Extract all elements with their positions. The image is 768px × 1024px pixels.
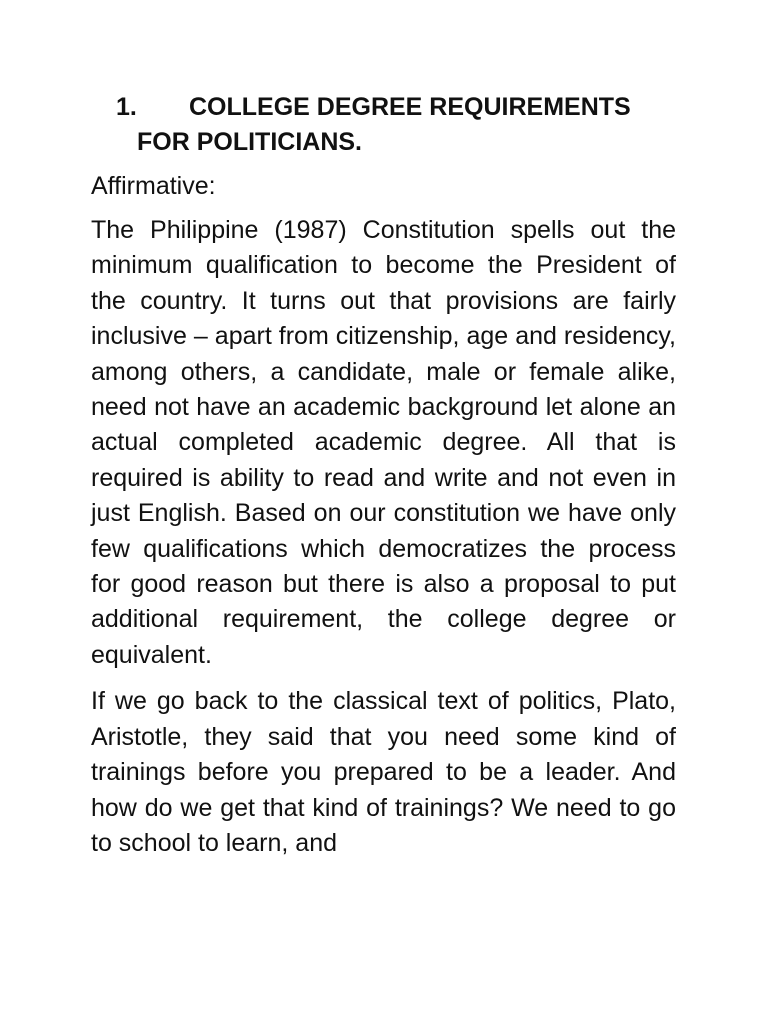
heading-title-line-1: COLLEGE DEGREE REQUIREMENTS [189,93,631,121]
document-page [91,90,676,861]
affirmative-label: Affirmative: [91,172,216,200]
paragraph-constitution: The Philippine (1987) Constitution spells out the minimum qualification to become the President of the country. It turns out that provisions are fairly inclusive – apart from citizenship, age and residency, among others, a candidate, male or female alike, need not have an academic background let alone an actual completed academic degree. All that is required is ability to read and write and not even in just English. Based on our constitution we have only few qualifications which democratizes the process for good reason but there is also a proposal to put additional requirement, the college degree or equivalent. [91,216,676,669]
section-heading [91,90,676,160]
heading-number: 1. [116,93,137,121]
paragraph-classical-text: If we go back to the classical text of politics, Plato, Aristotle, they said that you need some kind of trainings before you prepared to be a leader. And how do we get that kind of trainings? We need to go to school to learn, and [91,687,676,857]
heading-title-line-2: FOR POLITICIANS. [137,128,362,156]
